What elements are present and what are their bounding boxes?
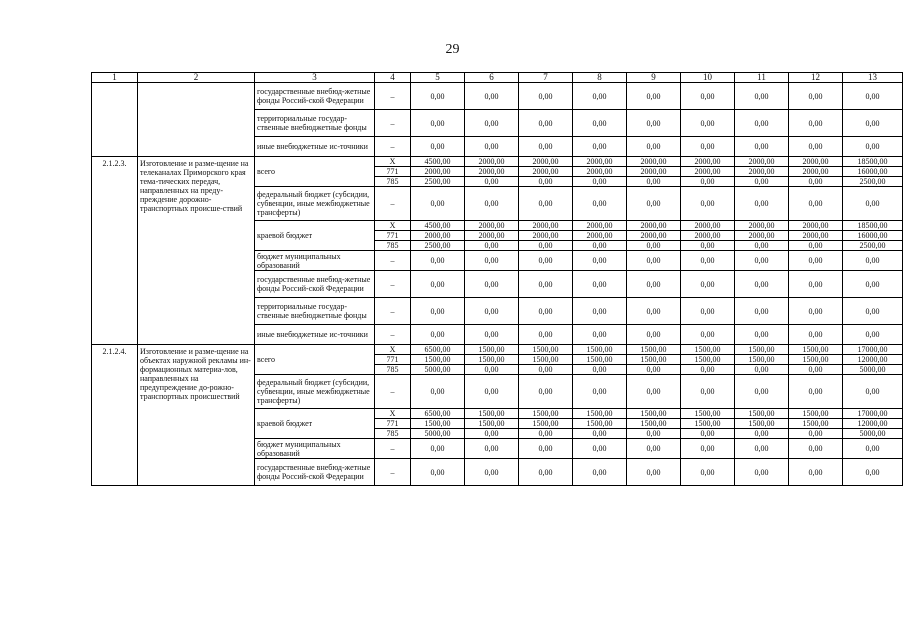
- amount-cell: 0,00: [789, 241, 843, 251]
- amount-cell: 2000,00: [789, 167, 843, 177]
- amount-cell: 0,00: [465, 137, 519, 157]
- amount-cell: 0,00: [735, 187, 789, 221]
- amount-cell: 17000,00: [843, 345, 903, 355]
- funding-source: краевой бюджет: [255, 221, 375, 251]
- budget-code: X: [375, 345, 411, 355]
- measure-code: 2.1.2.3.: [92, 157, 138, 345]
- amount-cell: 0,00: [519, 187, 573, 221]
- amount-cell: 0,00: [573, 251, 627, 271]
- amount-cell: 4500,00: [411, 221, 465, 231]
- table-row: [92, 157, 903, 167]
- amount-cell: 0,00: [789, 83, 843, 110]
- amount-cell: 2000,00: [519, 157, 573, 167]
- amount-cell: 5000,00: [843, 429, 903, 439]
- amount-cell: 0,00: [573, 241, 627, 251]
- budget-code: X: [375, 157, 411, 167]
- amount-cell: 0,00: [789, 459, 843, 486]
- amount-cell: 17000,00: [843, 409, 903, 419]
- amount-cell: 2000,00: [465, 231, 519, 241]
- amount-cell: 0,00: [519, 429, 573, 439]
- amount-cell: 0,00: [627, 365, 681, 375]
- amount-cell: 0,00: [789, 375, 843, 409]
- amount-cell: 1500,00: [627, 355, 681, 365]
- amount-cell: 1500,00: [789, 355, 843, 365]
- measure-name: [138, 83, 255, 157]
- amount-cell: 0,00: [573, 375, 627, 409]
- amount-cell: 2000,00: [735, 157, 789, 167]
- amount-cell: 0,00: [573, 365, 627, 375]
- amount-cell: 0,00: [789, 429, 843, 439]
- amount-cell: 2000,00: [465, 167, 519, 177]
- amount-cell: 2500,00: [411, 177, 465, 187]
- amount-cell: 0,00: [411, 439, 465, 459]
- funding-source: государственные внебюд-жетные фонды Россий-ской Федерации: [255, 271, 375, 298]
- amount-cell: 0,00: [465, 83, 519, 110]
- amount-cell: 0,00: [681, 110, 735, 137]
- budget-code: –: [375, 439, 411, 459]
- amount-cell: 0,00: [789, 365, 843, 375]
- header-row: [92, 73, 903, 83]
- amount-cell: 1500,00: [519, 355, 573, 365]
- amount-cell: 0,00: [681, 271, 735, 298]
- amount-cell: 0,00: [843, 251, 903, 271]
- amount-cell: 0,00: [465, 375, 519, 409]
- amount-cell: 0,00: [789, 251, 843, 271]
- amount-cell: 2000,00: [573, 231, 627, 241]
- budget-code: 785: [375, 365, 411, 375]
- amount-cell: 0,00: [519, 459, 573, 486]
- amount-cell: 0,00: [465, 459, 519, 486]
- amount-cell: 1500,00: [789, 409, 843, 419]
- amount-cell: 0,00: [519, 271, 573, 298]
- amount-cell: 0,00: [519, 241, 573, 251]
- amount-cell: 0,00: [735, 110, 789, 137]
- amount-cell: 1500,00: [735, 409, 789, 419]
- funding-source: краевой бюджет: [255, 409, 375, 439]
- amount-cell: 0,00: [573, 429, 627, 439]
- column-header: 12: [789, 73, 843, 83]
- amount-cell: 1500,00: [411, 419, 465, 429]
- amount-cell: 0,00: [735, 137, 789, 157]
- amount-cell: 0,00: [465, 298, 519, 325]
- amount-cell: 0,00: [735, 375, 789, 409]
- amount-cell: 12000,00: [843, 355, 903, 365]
- amount-cell: 0,00: [627, 298, 681, 325]
- amount-cell: 0,00: [573, 83, 627, 110]
- amount-cell: 0,00: [681, 459, 735, 486]
- amount-cell: 0,00: [735, 439, 789, 459]
- amount-cell: 0,00: [627, 325, 681, 345]
- amount-cell: 0,00: [519, 439, 573, 459]
- amount-cell: 2000,00: [735, 231, 789, 241]
- amount-cell: 0,00: [735, 271, 789, 298]
- amount-cell: 0,00: [735, 429, 789, 439]
- budget-code: 771: [375, 231, 411, 241]
- amount-cell: 0,00: [735, 177, 789, 187]
- amount-cell: 0,00: [627, 375, 681, 409]
- amount-cell: 0,00: [843, 298, 903, 325]
- amount-cell: 0,00: [465, 110, 519, 137]
- funding-source: всего: [255, 157, 375, 187]
- funding-source: всего: [255, 345, 375, 375]
- amount-cell: 0,00: [573, 298, 627, 325]
- budget-code: X: [375, 409, 411, 419]
- budget-code: –: [375, 83, 411, 110]
- amount-cell: 0,00: [735, 459, 789, 486]
- amount-cell: 0,00: [627, 429, 681, 439]
- amount-cell: 0,00: [681, 187, 735, 221]
- amount-cell: 0,00: [681, 241, 735, 251]
- amount-cell: 1500,00: [465, 345, 519, 355]
- amount-cell: 0,00: [573, 177, 627, 187]
- budget-code: –: [375, 187, 411, 221]
- funding-source: бюджет муниципальных образований: [255, 439, 375, 459]
- column-header: 9: [627, 73, 681, 83]
- amount-cell: 0,00: [627, 177, 681, 187]
- amount-cell: 0,00: [573, 271, 627, 298]
- amount-cell: 0,00: [627, 271, 681, 298]
- amount-cell: 2000,00: [789, 231, 843, 241]
- amount-cell: 2000,00: [681, 231, 735, 241]
- budget-code: –: [375, 459, 411, 486]
- amount-cell: 0,00: [573, 187, 627, 221]
- amount-cell: 0,00: [681, 83, 735, 110]
- amount-cell: 2000,00: [573, 221, 627, 231]
- budget-code: 771: [375, 167, 411, 177]
- amount-cell: 0,00: [573, 325, 627, 345]
- amount-cell: 2000,00: [519, 231, 573, 241]
- funding-source: бюджет муниципальных образований: [255, 251, 375, 271]
- amount-cell: 0,00: [681, 365, 735, 375]
- amount-cell: 0,00: [411, 251, 465, 271]
- amount-cell: 2000,00: [627, 167, 681, 177]
- amount-cell: 0,00: [681, 251, 735, 271]
- amount-cell: 0,00: [735, 365, 789, 375]
- amount-cell: 0,00: [735, 83, 789, 110]
- funding-source: иные внебюджетные ис-точники: [255, 137, 375, 157]
- amount-cell: 0,00: [681, 375, 735, 409]
- amount-cell: 0,00: [411, 459, 465, 486]
- amount-cell: 1500,00: [735, 419, 789, 429]
- amount-cell: 1500,00: [681, 409, 735, 419]
- amount-cell: 0,00: [627, 187, 681, 221]
- amount-cell: 0,00: [411, 83, 465, 110]
- amount-cell: 0,00: [681, 429, 735, 439]
- amount-cell: 2000,00: [735, 221, 789, 231]
- amount-cell: 0,00: [627, 83, 681, 110]
- amount-cell: 12000,00: [843, 419, 903, 429]
- amount-cell: 0,00: [843, 83, 903, 110]
- measure-code: 2.1.2.4.: [92, 345, 138, 486]
- amount-cell: 6500,00: [411, 409, 465, 419]
- amount-cell: 0,00: [519, 365, 573, 375]
- budget-code: X: [375, 221, 411, 231]
- amount-cell: 0,00: [411, 298, 465, 325]
- amount-cell: 1500,00: [789, 419, 843, 429]
- amount-cell: 6500,00: [411, 345, 465, 355]
- amount-cell: 2000,00: [627, 157, 681, 167]
- amount-cell: 0,00: [627, 459, 681, 486]
- amount-cell: 0,00: [519, 325, 573, 345]
- column-header: 11: [735, 73, 789, 83]
- amount-cell: 0,00: [789, 271, 843, 298]
- amount-cell: 0,00: [789, 439, 843, 459]
- amount-cell: 0,00: [681, 325, 735, 345]
- amount-cell: 0,00: [573, 110, 627, 137]
- amount-cell: 1500,00: [735, 345, 789, 355]
- amount-cell: 2000,00: [573, 167, 627, 177]
- amount-cell: 0,00: [627, 110, 681, 137]
- column-header: 8: [573, 73, 627, 83]
- amount-cell: 0,00: [843, 137, 903, 157]
- budget-code: –: [375, 298, 411, 325]
- column-header: 2: [138, 73, 255, 83]
- budget-code: –: [375, 110, 411, 137]
- amount-cell: 1500,00: [573, 409, 627, 419]
- amount-cell: 0,00: [843, 110, 903, 137]
- amount-cell: 2000,00: [627, 221, 681, 231]
- amount-cell: 0,00: [519, 177, 573, 187]
- amount-cell: 0,00: [573, 137, 627, 157]
- amount-cell: 2000,00: [735, 167, 789, 177]
- amount-cell: 0,00: [789, 298, 843, 325]
- amount-cell: 2500,00: [843, 177, 903, 187]
- amount-cell: 2500,00: [843, 241, 903, 251]
- amount-cell: 1500,00: [519, 409, 573, 419]
- amount-cell: 0,00: [681, 439, 735, 459]
- amount-cell: 2000,00: [681, 157, 735, 167]
- amount-cell: 0,00: [465, 439, 519, 459]
- amount-cell: 0,00: [789, 325, 843, 345]
- amount-cell: 1500,00: [627, 409, 681, 419]
- budget-code: –: [375, 375, 411, 409]
- table-row: [92, 83, 903, 110]
- amount-cell: 0,00: [573, 459, 627, 486]
- amount-cell: 0,00: [519, 110, 573, 137]
- amount-cell: 16000,00: [843, 167, 903, 177]
- budget-code: 785: [375, 429, 411, 439]
- amount-cell: 5000,00: [411, 429, 465, 439]
- column-header: 13: [843, 73, 903, 83]
- funding-source: государственные внебюд-жетные фонды Россий-ской Федерации: [255, 459, 375, 486]
- amount-cell: 0,00: [735, 241, 789, 251]
- funding-source: территориальные государ-ственные внебюджетные фонды: [255, 298, 375, 325]
- amount-cell: 2000,00: [411, 167, 465, 177]
- amount-cell: 0,00: [411, 375, 465, 409]
- amount-cell: 5000,00: [411, 365, 465, 375]
- amount-cell: 2000,00: [681, 167, 735, 177]
- amount-cell: 0,00: [843, 271, 903, 298]
- amount-cell: 0,00: [789, 177, 843, 187]
- amount-cell: 0,00: [843, 459, 903, 486]
- amount-cell: 0,00: [789, 187, 843, 221]
- amount-cell: 0,00: [519, 375, 573, 409]
- amount-cell: 1500,00: [519, 419, 573, 429]
- measure-code: [92, 83, 138, 157]
- column-header: 3: [255, 73, 375, 83]
- amount-cell: 1500,00: [789, 345, 843, 355]
- amount-cell: 0,00: [465, 325, 519, 345]
- amount-cell: 1500,00: [573, 345, 627, 355]
- amount-cell: 0,00: [627, 439, 681, 459]
- funding-source: иные внебюджетные ис-точники: [255, 325, 375, 345]
- amount-cell: 0,00: [843, 375, 903, 409]
- column-header: 1: [92, 73, 138, 83]
- amount-cell: 1500,00: [573, 355, 627, 365]
- table-row: [92, 345, 903, 355]
- amount-cell: 0,00: [735, 298, 789, 325]
- amount-cell: 0,00: [681, 137, 735, 157]
- amount-cell: 0,00: [843, 325, 903, 345]
- budget-code: 771: [375, 355, 411, 365]
- amount-cell: 1500,00: [465, 419, 519, 429]
- amount-cell: 0,00: [465, 365, 519, 375]
- amount-cell: 1500,00: [573, 419, 627, 429]
- amount-cell: 0,00: [627, 251, 681, 271]
- amount-cell: 0,00: [465, 241, 519, 251]
- measure-name: Изготовление и разме-щение на объектах наружной рекламы ин-формационных материа-лов, направленных на предупреждение до-рожно-транспортных происшествий: [138, 345, 255, 486]
- amount-cell: 2000,00: [573, 157, 627, 167]
- budget-code: 771: [375, 419, 411, 429]
- amount-cell: 0,00: [681, 177, 735, 187]
- amount-cell: 2000,00: [789, 157, 843, 167]
- budget-code: –: [375, 325, 411, 345]
- amount-cell: 1500,00: [681, 355, 735, 365]
- amount-cell: 0,00: [465, 251, 519, 271]
- amount-cell: 0,00: [735, 251, 789, 271]
- column-header: 5: [411, 73, 465, 83]
- amount-cell: 0,00: [465, 429, 519, 439]
- amount-cell: 2000,00: [627, 231, 681, 241]
- budget-code: –: [375, 271, 411, 298]
- amount-cell: 0,00: [465, 177, 519, 187]
- budget-table: [91, 72, 903, 486]
- amount-cell: 0,00: [519, 83, 573, 110]
- amount-cell: 2000,00: [411, 231, 465, 241]
- amount-cell: 0,00: [681, 298, 735, 325]
- column-header: 7: [519, 73, 573, 83]
- amount-cell: 0,00: [411, 271, 465, 298]
- amount-cell: 2000,00: [789, 221, 843, 231]
- amount-cell: 0,00: [843, 439, 903, 459]
- amount-cell: 1500,00: [519, 345, 573, 355]
- amount-cell: 0,00: [411, 137, 465, 157]
- amount-cell: 0,00: [411, 187, 465, 221]
- amount-cell: 0,00: [465, 187, 519, 221]
- amount-cell: 0,00: [519, 251, 573, 271]
- amount-cell: 1500,00: [627, 345, 681, 355]
- amount-cell: 1500,00: [411, 355, 465, 365]
- funding-source: федеральный бюджет (субсидии, субвенции, иные межбюджетные трансферты): [255, 187, 375, 221]
- amount-cell: 2500,00: [411, 241, 465, 251]
- amount-cell: 2000,00: [681, 221, 735, 231]
- amount-cell: 0,00: [465, 271, 519, 298]
- amount-cell: 1500,00: [465, 355, 519, 365]
- amount-cell: 1500,00: [681, 419, 735, 429]
- amount-cell: 0,00: [627, 137, 681, 157]
- amount-cell: 18500,00: [843, 157, 903, 167]
- amount-cell: 1500,00: [735, 355, 789, 365]
- amount-cell: 2000,00: [519, 221, 573, 231]
- column-header: 4: [375, 73, 411, 83]
- amount-cell: 4500,00: [411, 157, 465, 167]
- budget-code: 785: [375, 177, 411, 187]
- amount-cell: 16000,00: [843, 231, 903, 241]
- amount-cell: 5000,00: [843, 365, 903, 375]
- budget-code: –: [375, 137, 411, 157]
- amount-cell: 0,00: [573, 439, 627, 459]
- amount-cell: 0,00: [789, 110, 843, 137]
- measure-name: Изготовление и разме-щение на телеканалах Приморского края тема-тических передач, направленных на преду-преждение дорожно-транспортных происше-ствий: [138, 157, 255, 345]
- amount-cell: 18500,00: [843, 221, 903, 231]
- column-header: 6: [465, 73, 519, 83]
- amount-cell: 2000,00: [465, 221, 519, 231]
- amount-cell: 1500,00: [681, 345, 735, 355]
- amount-cell: 0,00: [789, 137, 843, 157]
- amount-cell: 0,00: [519, 137, 573, 157]
- amount-cell: 0,00: [843, 187, 903, 221]
- funding-source: территориальные государ-ственные внебюджетные фонды: [255, 110, 375, 137]
- amount-cell: 2000,00: [465, 157, 519, 167]
- amount-cell: 1500,00: [627, 419, 681, 429]
- amount-cell: 1500,00: [465, 409, 519, 419]
- funding-source: государственные внебюд-жетные фонды Россий-ской Федерации: [255, 83, 375, 110]
- funding-source: федеральный бюджет (субсидии, субвенции, иные межбюджетные трансферты): [255, 375, 375, 409]
- page-number: 29: [445, 42, 460, 57]
- amount-cell: 0,00: [735, 325, 789, 345]
- amount-cell: 2000,00: [519, 167, 573, 177]
- budget-code: 785: [375, 241, 411, 251]
- amount-cell: 0,00: [519, 298, 573, 325]
- amount-cell: 0,00: [411, 110, 465, 137]
- amount-cell: 0,00: [627, 241, 681, 251]
- amount-cell: 0,00: [411, 325, 465, 345]
- column-header: 10: [681, 73, 735, 83]
- budget-code: –: [375, 251, 411, 271]
